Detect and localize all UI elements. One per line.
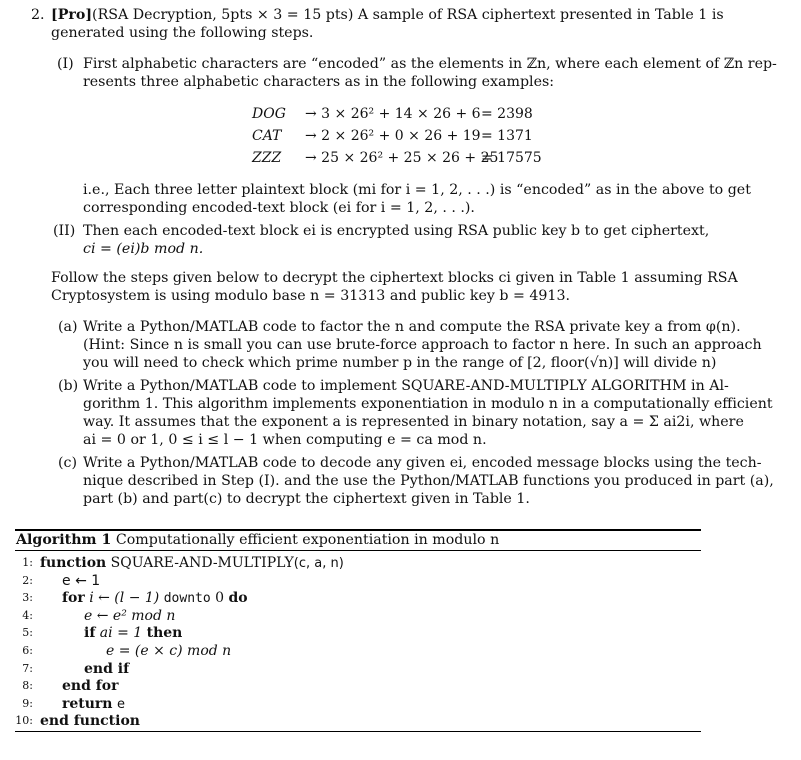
part-label: (a) (58, 319, 78, 335)
line-number: 4: (22, 609, 33, 622)
kw-return: return (62, 696, 113, 712)
step2-formula: ci = (ei)b mod n. (83, 241, 204, 257)
alg-line-10: end function (40, 713, 140, 729)
line-number: 6: (22, 644, 33, 657)
line-number: 1: (22, 556, 33, 569)
alg-line-1 (40, 554, 344, 573)
example-result: = 17575 (481, 150, 542, 166)
alg-line-8: end for (62, 678, 119, 694)
if-condition: ai = 1 (99, 625, 143, 641)
example-word: DOG (252, 106, 286, 122)
alg-line-4: e ← e² mod n (84, 608, 176, 624)
part-line: part (b) and part(c) to decrypt the ciphertext given in Table 1. (83, 491, 530, 507)
line-number: 7: (22, 662, 33, 675)
example-result: = 2398 (481, 106, 533, 122)
follow-line2: Cryptosystem is using modulo base n = 31313 and public key b = 4913. (51, 288, 570, 304)
problem-header-line2: generated using the following steps. (51, 25, 314, 41)
line-number: 5: (22, 626, 33, 639)
step2-line1: Then each encoded-text block ei is encrypted using RSA public key b to get ciphertext, (83, 223, 710, 239)
alg-line-5 (84, 624, 182, 642)
part-line: Write a Python/MATLAB code to implement SQUARE-AND-MULTIPLY ALGORITHM in Al- (83, 378, 729, 394)
algorithm-caption-rule (15, 550, 701, 551)
example-result: = 1371 (481, 128, 533, 144)
example-word: ZZZ (252, 150, 282, 166)
loop-range: i ← (l − 1) (89, 590, 160, 606)
alg-line-6: e = (e × c) mod n (106, 643, 232, 659)
line-number: 9: (22, 697, 33, 710)
line-number: 3: (22, 591, 33, 604)
part-line: nique described in Step (I). and the use the Python/MATLAB functions you produced in part (a), (83, 473, 774, 489)
follow-line1: Follow the steps given below to decrypt the ciphertext blocks ci given in Table 1 assuming RSA (51, 270, 738, 286)
algorithm-caption-text: Computationally efficient exponentiation in modulo n (115, 532, 500, 548)
step1-line2: resents three alphabetic characters as in the following examples: (83, 74, 555, 90)
part-line: Write a Python/MATLAB code to decode any given ei, encoded message blocks using the tech- (83, 455, 762, 471)
problem-number: 2. (31, 7, 45, 23)
part-line: Write a Python/MATLAB code to factor the n and compute the RSA private key a from φ(n). (83, 319, 741, 335)
problem-header-text: (RSA Decryption, 5pts × 3 = 15 pts) A sample of RSA ciphertext presented in Table 1 is (92, 7, 724, 23)
part-line: way. It assumes that the exponent a is represented in binary notation, say a = Σ ai2i, where (83, 414, 744, 430)
kw-for: for (62, 590, 85, 606)
part-line: gorithm 1. This algorithm implements exponentiation in modulo n in a computationally efficient (83, 396, 773, 412)
alg-line-7: end if (84, 661, 130, 677)
fn-name: SQUARE-AND-MULTIPLY (110, 555, 294, 571)
return-value: e (116, 697, 125, 712)
part-line: (Hint: Since n is small you can use brute-force approach to factor n here. In such an approach (83, 337, 762, 353)
line-number: 2: (22, 574, 33, 587)
kw-if: if (84, 625, 96, 641)
line-number: 8: (22, 679, 33, 692)
part-label: (b) (58, 378, 79, 394)
algorithm-caption (16, 531, 499, 549)
kw-function: function (40, 555, 107, 571)
part-label: (c) (58, 455, 78, 471)
alg-line-2: e ← 1 (62, 573, 101, 589)
fn-args: (c, a, n) (293, 556, 344, 571)
step2-label: (II) (53, 223, 76, 239)
step1-label: (I) (57, 56, 74, 72)
problem-tag: [Pro] (51, 7, 93, 23)
alg-line-3 (62, 589, 248, 608)
step1-line1: First alphabetic characters are “encoded” as the elements in ℤn, where each element of ℤn rep- (83, 56, 777, 72)
algorithm-bottom-rule (15, 731, 701, 732)
line-number: 10: (15, 714, 33, 727)
part-line: you will need to check which prime number p in the range of [2, floor(√n)] will divide n) (83, 355, 717, 371)
part-line: ai = 0 or 1, 0 ≤ i ≤ l − 1 when computing e = ca mod n. (83, 432, 487, 448)
loop-end: 0 (215, 590, 225, 606)
example-expr: → 25 × 26² + 25 × 26 + 25 (305, 150, 499, 166)
kw-downto: downto (163, 591, 211, 606)
example-word: CAT (252, 128, 282, 144)
example-expr: → 2 × 26² + 0 × 26 + 19 (305, 128, 481, 144)
kw-then: then (146, 625, 183, 641)
example-expr: → 3 × 26² + 14 × 26 + 6 (305, 106, 481, 122)
problem-header (51, 6, 724, 24)
algorithm-caption-label: Algorithm 1 (16, 532, 112, 548)
step1-after-line2: corresponding encoded-text block (ei for i = 1, 2, . . .). (83, 200, 475, 216)
kw-do: do (228, 590, 248, 606)
step1-after-line1: i.e., Each three letter plaintext block (mi for i = 1, 2, . . .) is “encoded” as in the above to get (83, 182, 751, 198)
